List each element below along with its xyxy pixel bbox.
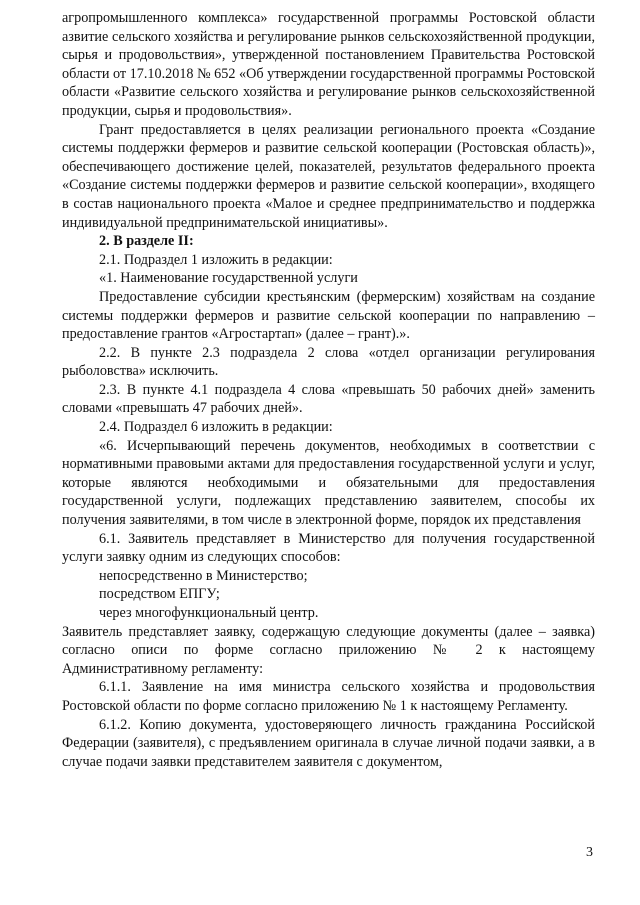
paragraph-service-description: Предоставление субсидии крестьянским (фермерским) хозяйствам на создание системы поддержки фермеров и развитие сельской кооперации по направлению – предоставление грантов «Агростартап» (далее – грант).». xyxy=(62,288,595,343)
paragraph-2-4: 2.4. Подраздел 6 изложить в редакции: xyxy=(99,419,333,436)
paragraph-2-3: 2.3. В пункте 4.1 подраздела 4 слова «превышать 50 рабочих дней» заменить словами «превышать 47 рабочих дней». xyxy=(62,381,595,417)
paragraph-grant-purpose: Грант предоставляется в целях реализации регионального проекта «Создание системы поддержки фермеров и развитие сельской кооперации (Ростовская область)», обеспечивающего достижение целей, показателей, результатов федерального проекта «Создание системы поддержки фермеров и развитие сельской кооперации», входящего в состав национального проекта «Малое и среднее предпринимательство и поддержка индивидуальной предпринимательской инициативы». xyxy=(62,121,595,231)
paragraph-6-heading: «6. Исчерпывающий перечень документов, необходимых в соответствии с нормативными правовыми актами для предоставления государственной услуги и услуг, которые являются необходимыми и обязательными для предоставления государственной услуги, подлежащих представлению заявителем, способы их получения заявителями, в том числе в электронной форме, порядок их представления xyxy=(62,437,595,529)
paragraph-application-documents: Заявитель представляет заявку, содержащую следующие документы (далее – заявка) согласно описи по форме согласно приложению № 2 к настоящему Административному регламенту: xyxy=(62,623,595,677)
list-item-epgu: посредством ЕПГУ; xyxy=(99,586,220,603)
list-item-mfc: через многофункциональный центр. xyxy=(99,605,319,621)
page-number: 3 xyxy=(586,845,593,860)
paragraph-service-name-heading: «1. Наименование государственной услуги xyxy=(99,270,358,287)
list-item-ministry: непосредственно в Министерство; xyxy=(99,567,308,584)
paragraph-2-2: 2.2. В пункте 2.3 подраздела 2 слова «отдел организации регулирования рыболовства» исключить. xyxy=(62,344,595,380)
paragraph-program-reference: агропромышленного комплекса» государственной программы Ростовской области азвитие сельского хозяйства и регулирование рынков сельскохозяйственной продукции, сырья и продовольствия», утвержденной постановлением Правительства Ростовской области от 17.10.2018 № 652 «Об утверждении государственной программы Ростовской области «Развитие сельского хозяйства и регулирование рынков сельскохозяйственной продукции, сырья и продовольствия». xyxy=(62,10,595,119)
paragraph-6-1: 6.1. Заявитель представляет в Министерство для получения государственной услуги заявку одним из следующих способов: xyxy=(62,530,595,566)
paragraph-2-1: 2.1. Подраздел 1 изложить в редакции: xyxy=(99,251,333,268)
paragraph-6-1-1: 6.1.1. Заявление на имя министра сельского хозяйства и продовольствия Ростовской области по форме согласно приложению № 1 к настоящему Регламенту. xyxy=(62,679,595,714)
paragraph-6-1-2: 6.1.2. Копию документа, удостоверяющего личность гражданина Российской Федерации (заявителя), с предъявлением оригинала в случае личной подачи заявки, а в случае подачи заявки представителем заявителя с документом, xyxy=(62,716,595,770)
document-body xyxy=(62,9,595,771)
section-heading-2: 2. В разделе II: xyxy=(99,233,194,250)
